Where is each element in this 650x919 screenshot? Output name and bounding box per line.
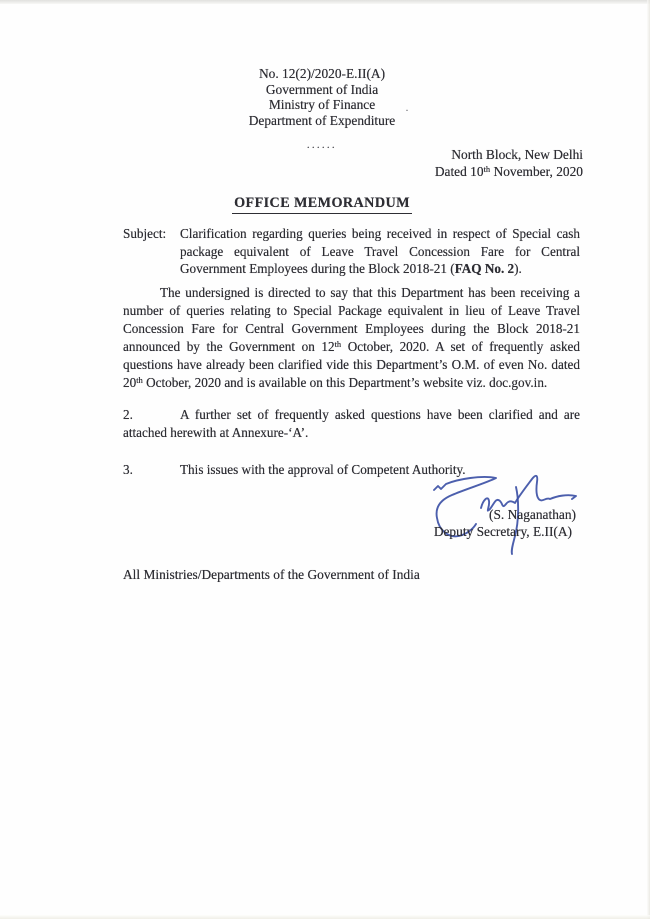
org-line-country: Government of India xyxy=(265,81,379,97)
scan-artifact-top-edge xyxy=(0,0,650,4)
place-date-block xyxy=(435,147,583,180)
scan-artifact-stray-dot: · xyxy=(405,103,409,117)
paragraph-1-text: The undersigned is directed to say that this Department has been receiving a number of queries relating to Special Package equivalent in lieu of Leave Travel Concession Fare for Central Government Employees during the Block 2018-21 announced by the Government on 12th October, 2020. A set of frequently asked questions have already been clarified vide this Department’s O.M. of even No. dated 20th October, 2020 and is available on this Department’s website viz. doc.gov.in. xyxy=(123,285,580,390)
subject-label: Subject: xyxy=(123,226,167,241)
letterhead xyxy=(0,66,644,154)
dots-separator: ...... xyxy=(307,139,337,151)
org-line-department: Department of Expenditure xyxy=(248,113,396,129)
subject-text: Clarification regarding queries being received in respect of Special cash package equivalent of Leave Travel Concession Fare for Central Government Employees during the Block 2018-21 (FAQ No. 2). xyxy=(180,226,580,277)
memo-title: OFFICE MEMORANDUM xyxy=(232,195,412,214)
paragraph-1 xyxy=(123,284,580,392)
memo-title-row xyxy=(0,194,644,214)
scan-artifact-bottom-edge xyxy=(0,915,650,919)
date-line: Dated 10th November, 2020 xyxy=(434,163,583,179)
signatory-designation: Deputy Secretary, E.II(A) xyxy=(433,524,572,540)
paragraph-2-number: 2. xyxy=(123,407,133,422)
paragraph-2-text: A further set of frequently asked questions have been clarified and are attached herewith at Annexure-‘A’. xyxy=(123,407,580,440)
org-line-ministry: Ministry of Finance xyxy=(268,97,376,113)
subject-row xyxy=(123,225,580,278)
addressee-line: All Ministries/Departments of the Government of India xyxy=(123,567,420,582)
paragraph-2 xyxy=(123,406,580,442)
letter-ref-number: No. 12(2)/2020-E.II(A) xyxy=(258,66,386,81)
signatory-name: (S. Naganathan) xyxy=(488,507,576,522)
paragraph-3-text: This issues with the approval of Competent Authority. xyxy=(180,462,466,477)
place-line: North Block, New Delhi xyxy=(451,147,583,162)
signatory-block xyxy=(320,506,578,540)
paragraph-3-number: 3. xyxy=(123,462,133,477)
